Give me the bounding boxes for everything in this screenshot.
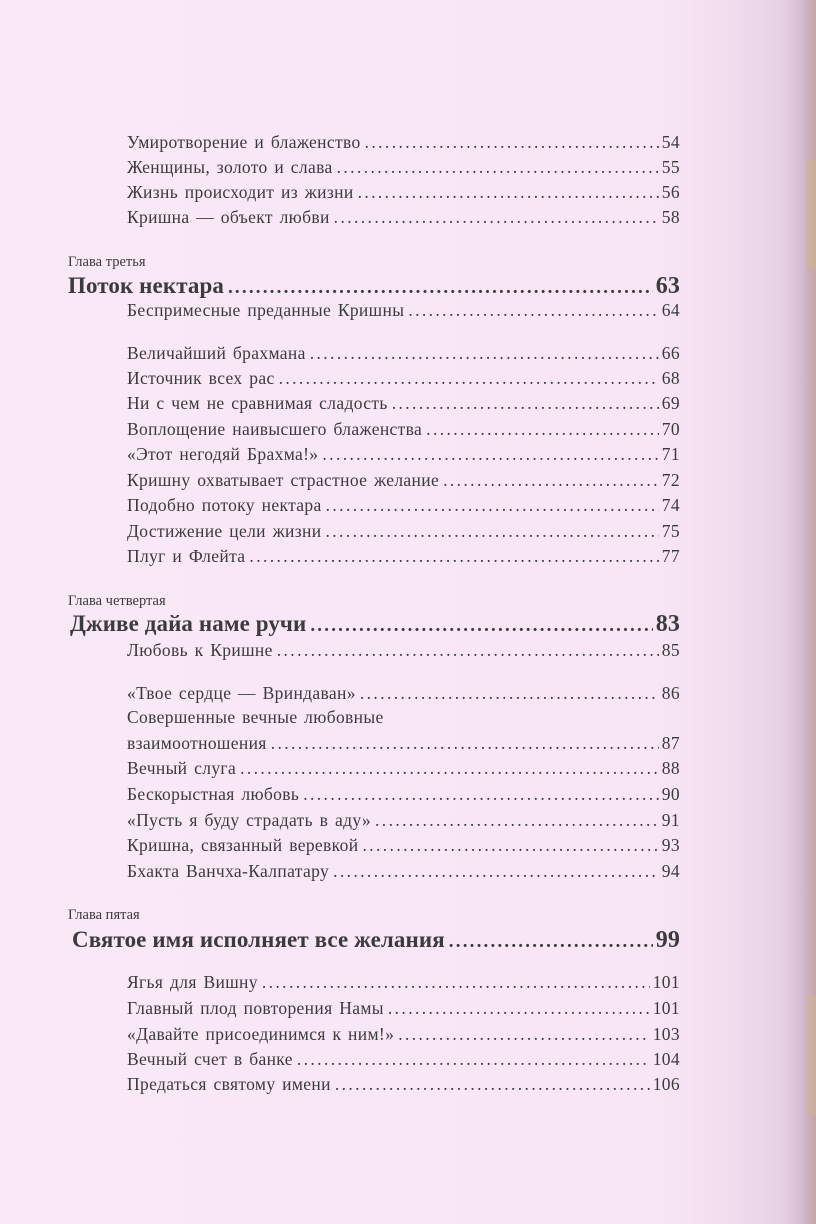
toc-entry-page: 88 xyxy=(661,758,680,778)
toc-entry-title: Бхакта Ванчха-Калпатару xyxy=(127,861,330,881)
leader-dots xyxy=(365,132,659,153)
toc-entry[interactable] xyxy=(127,546,680,570)
leader-dots xyxy=(392,393,659,414)
toc-entry-title: Предаться святому имени xyxy=(127,1074,331,1094)
leader-dots xyxy=(333,861,659,882)
toc-entry-title: Воплощение наивысшего блаженства xyxy=(127,419,423,439)
toc-entry[interactable] xyxy=(127,182,680,206)
toc-entry-page: 58 xyxy=(661,207,680,227)
toc-entry-title: Плуг и Флейта xyxy=(127,546,246,566)
chapter-title-entry[interactable] xyxy=(68,273,680,301)
toc-entry-title: Вечный слуга xyxy=(127,758,237,778)
chapter-title-entry[interactable] xyxy=(70,611,680,639)
toc-entry-page: 55 xyxy=(661,157,680,177)
toc-entry-page: 94 xyxy=(661,861,680,881)
toc-entry-page: 77 xyxy=(661,546,680,566)
toc-entry-title: Кришна — объект любви xyxy=(127,207,330,227)
toc-entry-title-line1[interactable]: Совершенные вечные любовные xyxy=(127,707,384,727)
toc-entry-page: 87 xyxy=(661,733,680,753)
leader-dots xyxy=(360,683,659,704)
toc-entry-page: 56 xyxy=(661,182,680,202)
toc-entry-title: Подобно потоку нектара xyxy=(127,495,322,515)
toc-entry[interactable] xyxy=(127,470,680,494)
leader-dots xyxy=(262,972,650,993)
leader-dots xyxy=(271,733,659,754)
chapter-title: Поток нектара xyxy=(68,273,224,298)
leader-dots xyxy=(279,368,659,389)
leader-dots xyxy=(388,998,650,1019)
toc-entry[interactable] xyxy=(127,998,680,1022)
toc-entry-page: 70 xyxy=(661,419,680,439)
toc-entry-title: Источник всех рас xyxy=(127,368,275,388)
toc-entry[interactable] xyxy=(127,132,680,156)
toc-entry[interactable] xyxy=(127,810,680,834)
toc-entry-page: 74 xyxy=(661,495,680,515)
toc-entry-title: Кришна, связанный веревкой xyxy=(127,835,359,855)
leader-dots xyxy=(362,835,658,856)
toc-entry-title: Главный плод повторения Намы xyxy=(127,998,384,1018)
toc-entry-page: 72 xyxy=(661,470,680,490)
toc-entry-page: 69 xyxy=(661,393,680,413)
toc-entry-title: «Твое сердце — Вриндаван» xyxy=(127,683,356,703)
toc-entry-title: «Пусть я буду страдать в аду» xyxy=(127,810,372,830)
toc-entry-page: 68 xyxy=(661,368,680,388)
toc-entry-page: 86 xyxy=(661,683,680,703)
chapter-title-entry[interactable] xyxy=(72,927,680,955)
toc-entry-title: Ягья для Вишну xyxy=(127,972,258,992)
toc-entry-title: Жизнь происходит из жизни xyxy=(127,182,354,202)
chapter-title: Святое имя исполняет все желания xyxy=(72,927,445,952)
leader-dots xyxy=(240,758,659,779)
chapter-title: Дживе дайа наме ручи xyxy=(70,611,307,636)
leader-dots xyxy=(297,1049,650,1070)
toc-entry-title: «Этот негодяй Брахма!» xyxy=(127,444,319,464)
toc-entry-title: Вечный счет в банке xyxy=(127,1049,293,1069)
toc-entry-title: Бескорыстная любовь xyxy=(127,784,300,804)
leader-dots xyxy=(449,931,653,953)
toc-entry[interactable] xyxy=(127,683,680,707)
toc-entry[interactable] xyxy=(127,784,680,808)
chapter-label: Глава пятая xyxy=(68,907,140,923)
toc-entry-title: Достижение цели жизни xyxy=(127,521,322,541)
toc-entry-page: 103 xyxy=(652,1024,680,1044)
chapter-page: 99 xyxy=(655,927,680,953)
toc-entry[interactable] xyxy=(127,758,680,782)
leader-dots xyxy=(325,521,658,542)
leader-dots xyxy=(398,1024,650,1045)
toc-entry-title: Величайший брахмана xyxy=(127,343,306,363)
toc-entry[interactable] xyxy=(127,861,680,885)
chapter-page: 63 xyxy=(655,273,680,299)
leader-dots xyxy=(228,277,653,299)
toc-entry[interactable] xyxy=(127,1049,680,1073)
toc-entry-page: 85 xyxy=(661,640,680,660)
toc-entry-page: 93 xyxy=(661,835,680,855)
chapter-page: 83 xyxy=(655,611,680,637)
toc-entry-page: 71 xyxy=(661,444,680,464)
leader-dots xyxy=(310,343,659,364)
toc-entry[interactable] xyxy=(127,419,680,443)
toc-entry-page: 75 xyxy=(661,521,680,541)
toc-entry[interactable] xyxy=(127,207,680,231)
leader-dots xyxy=(426,419,659,440)
toc-entry[interactable] xyxy=(127,1024,680,1048)
leader-dots xyxy=(249,546,658,567)
toc-entry[interactable] xyxy=(127,393,680,417)
toc-entry-page: 104 xyxy=(652,1049,680,1069)
leader-dots xyxy=(334,207,659,228)
toc-entry[interactable] xyxy=(127,495,680,519)
toc-entry[interactable] xyxy=(127,835,680,859)
page-edge-tab xyxy=(806,160,816,270)
leader-dots xyxy=(310,615,652,637)
toc-entry-title: Любовь к Кришне xyxy=(127,640,273,660)
page-edge-tab xyxy=(806,995,816,1115)
book-page-edge xyxy=(802,0,816,1224)
toc-entry[interactable] xyxy=(127,1074,680,1098)
toc-entry[interactable] xyxy=(127,733,680,757)
toc-entry[interactable] xyxy=(127,157,680,181)
toc-entry-title: Умиротворение и блаженство xyxy=(127,132,361,152)
toc-entry-page: 90 xyxy=(661,784,680,804)
leader-dots xyxy=(443,470,659,491)
leader-dots xyxy=(408,300,658,321)
toc-entry-page: 101 xyxy=(652,998,680,1018)
toc-entry[interactable] xyxy=(127,640,680,664)
leader-dots xyxy=(335,1074,650,1095)
toc-entry-page: 91 xyxy=(661,810,680,830)
toc-entry-title: «Давайте присоединимся к ним!» xyxy=(127,1024,395,1044)
toc-entry[interactable] xyxy=(127,972,680,996)
toc-entry[interactable] xyxy=(127,444,680,468)
toc-entry-page: 66 xyxy=(661,343,680,363)
toc-entry-page: 54 xyxy=(661,132,680,152)
toc-entry[interactable] xyxy=(127,300,680,324)
leader-dots xyxy=(303,784,659,805)
toc-entry-page: 64 xyxy=(661,300,680,320)
toc-entry-title: Беспримесные преданные Кришны xyxy=(127,300,405,320)
toc-entry-page: 106 xyxy=(652,1074,680,1094)
chapter-label: Глава третья xyxy=(68,254,146,270)
toc-entry-page: 101 xyxy=(652,972,680,992)
toc-entry-title: взаимоотношения xyxy=(127,733,267,753)
leader-dots xyxy=(375,810,659,831)
toc-entry[interactable] xyxy=(127,521,680,545)
toc-entry[interactable] xyxy=(127,368,680,392)
leader-dots xyxy=(337,157,659,178)
toc-entry-title: Женщины, золото и слава xyxy=(127,157,333,177)
toc-entry-title: Кришну охватывает страстное желание xyxy=(127,470,440,490)
leader-dots xyxy=(322,444,658,465)
leader-dots xyxy=(326,495,659,516)
chapter-label: Глава четвертая xyxy=(68,593,166,609)
leader-dots xyxy=(358,182,659,203)
leader-dots xyxy=(277,640,659,661)
toc-entry-title: Ни с чем не сравнимая сладость xyxy=(127,393,388,413)
toc-entry[interactable] xyxy=(127,343,680,367)
